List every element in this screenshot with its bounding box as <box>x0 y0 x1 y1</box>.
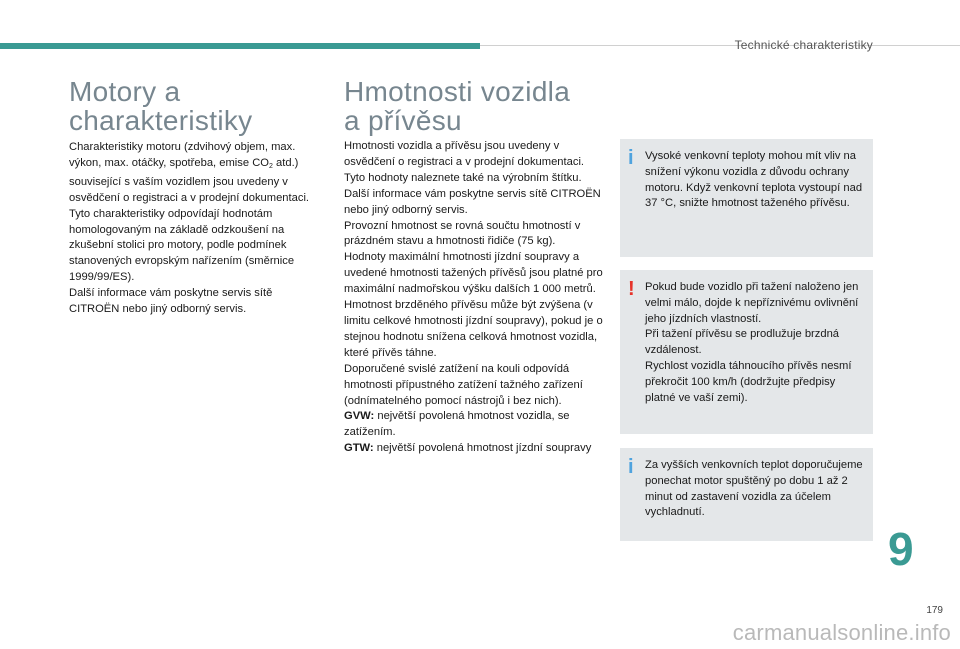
warning-paragraph-2: Při tažení přívěsu se prodlužuje brzdná vzdálenost. <box>645 328 840 357</box>
info-box-cooldown-paragraph: Za vyšších venkovních teplot doporučujeme ponechat motor spuštěný po dobu 1 až 2 minut od zastavení vozidla za účelem vychladnutí. <box>645 459 863 519</box>
page-number: 179 <box>926 605 943 616</box>
section-title: Technické charakteristiky <box>734 38 873 52</box>
heading-weights <box>344 77 570 135</box>
weights-paragraph-3: Další informace vám poskytne servis sítě CITROËN nebo jiný odborný servis. <box>344 187 601 216</box>
engines-paragraph-1 <box>69 140 314 207</box>
heading-weights-line1: Hmotnosti vozidla <box>344 76 571 107</box>
engines-p1-text-cont: atd.) související s vaším vozidlem jsou uvedeny v osvědčení o registraci a v prodejní dokumentaci. <box>69 156 310 204</box>
heading-engines-line2: charakteristiky <box>69 105 253 136</box>
engines-paragraph-3: Další informace vám poskytne servis sítě CITROËN nebo jiný odborný servis. <box>69 287 273 316</box>
weights-paragraph-5: Hodnoty maximální hmotnosti jízdní soupravy a uvedené hmotnosti tažených přívěsů jsou platné pro maximální nadmořskou výšku dalších 1 000 metrů. <box>344 251 603 296</box>
info-box-cooldown <box>620 448 873 541</box>
info-box-temperature <box>620 139 873 257</box>
header-accent-bar <box>0 43 480 49</box>
co2-subscript: 2 <box>269 162 273 170</box>
header-divider <box>480 45 960 46</box>
weights-paragraph-1: Hmotnosti vozidla a přívěsu jsou uvedeny v osvědčení o registraci a v prodejní dokumentaci. <box>344 140 585 168</box>
weights-paragraph-4: Provozní hmotnost se rovná součtu hmotností v prázdném stavu a hmotnosti řidiče (75 kg). <box>344 219 581 248</box>
gtw-label: GTW: <box>344 442 374 455</box>
warning-box-towing-text <box>645 280 865 406</box>
engines-p1-text: Charakteristiky motoru (zdvihový objem, max. výkon, max. otáčky, spotřeba, emise CO <box>69 141 296 169</box>
engines-text <box>69 140 314 318</box>
info-icon: i <box>628 456 634 478</box>
engines-paragraph-2: Tyto charakteristiky odpovídají hodnotám homologovaným na základě odzkoušení na zkušební stolici pro motory, podle podmínek stanovených evropským nařízením (směrnice 1999/99/ES). <box>69 207 295 284</box>
gvw-text: největší povolená hmotnost vozidla, se zatížením. <box>344 410 570 439</box>
gvw-label: GVW: <box>344 410 375 423</box>
warning-box-towing <box>620 270 873 434</box>
info-box-temperature-paragraph: Vysoké venkovní teploty mohou mít vliv na snížení výkonu vozidla z důvodu ochrany motoru. Když venkovní teplota vystoupí nad 37 °C, snižte hmotnost taženého přívěsu. <box>645 150 863 210</box>
weights-text <box>344 139 604 457</box>
warning-paragraph-1: Pokud bude vozidlo při tažení naloženo jen velmi málo, dojde k nepříznivému ovlivnění jeho jízdních vlastností. <box>645 281 859 325</box>
info-box-cooldown-text <box>645 458 865 521</box>
weights-paragraph-7: Doporučené svislé zatížení na kouli odpovídá hmotnosti přípustného zatížení tažného zařízení (odnímatelného pomocí nástrojů i bez nich). <box>344 362 583 407</box>
gtw-definition <box>344 441 604 457</box>
gvw-definition <box>344 409 604 441</box>
heading-engines <box>69 77 252 135</box>
weights-paragraph-6: Hmotnost brzděného přívěsu může být zvýšena (v limitu celkové hmotnosti jízdní soupravy), pokud je o stejnou hodnotu snížena celková hmotnost vozidla, které přívěs táhne. <box>344 299 603 359</box>
warning-icon: ! <box>628 278 635 300</box>
info-box-temperature-text <box>645 149 865 212</box>
heading-engines-line1: Motory a <box>69 76 181 107</box>
watermark: carmanualsonline.info <box>732 620 951 645</box>
gtw-text: největší povolená hmotnost jízdní soupravy <box>373 442 592 455</box>
heading-weights-line2: a přívěsu <box>344 105 462 136</box>
chapter-number: 9 <box>888 523 914 575</box>
weights-paragraph-2: Tyto hodnoty naleznete také na výrobním štítku. <box>344 171 582 184</box>
warning-paragraph-3: Rychlost vozidla táhnoucího přívěs nesmí překročit 100 km/h (dodržujte předpisy platné ve vaší zemi). <box>645 359 852 404</box>
info-icon: i <box>628 147 634 169</box>
